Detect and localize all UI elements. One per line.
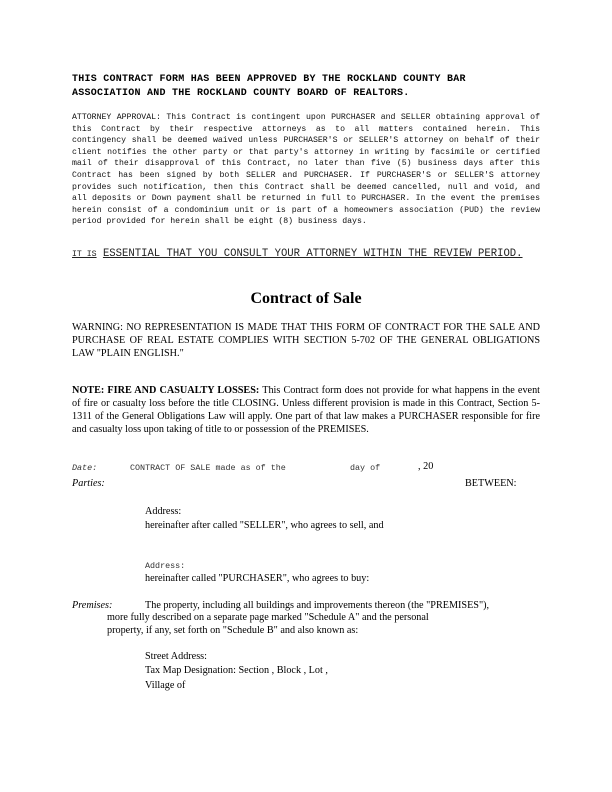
fire-casualty-text: This Contract form does not provide for what happens in the event of fire or casualty loss before the title CLOSING. Unless different provision is made in this Contract, Section 5-1311 of the General Obligations Law will apply. One part of that law makes a PURCHASER responsible for fire and casualty loss upon taking of title to or possession of the PREMISES. [72,385,540,435]
premises-line-3: property, if any, set forth on "Schedule B" and also known as: [107,625,359,636]
plain-english-warning: WARNING: NO REPRESENTATION IS MADE THAT THIS FORM OF CONTRACT FOR THE SALE AND PURCHASE OF REAL ESTATE COMPLIES WITH SECTION 5-702 OF THE GENERAL OBLIGATIONS LAW "PLAIN ENGLISH." [72,322,540,359]
year-text: , 20 [418,461,434,472]
essential-prefix: IT IS [72,250,97,259]
fire-casualty-note [72,384,540,436]
purchaser-address-label: Address: [145,561,186,571]
premises-line-1: The property, including all buildings and improvements thereon (the "PREMISES"), [145,600,490,611]
bar-approval-notice: THIS CONTRACT FORM HAS BEEN APPROVED BY THE ROCKLAND COUNTY BAR ASSOCIATION AND THE ROCKLAND COUNTY BOARD OF REALTORS. [72,74,466,99]
village-label: Village of [145,680,186,691]
date-label: Date: [72,463,98,473]
premises-line-2: more fully described on a separate page marked "Schedule A" and the personal [107,612,429,623]
parties-label: Parties: [72,478,105,489]
premises-label: Premises: [72,600,113,611]
street-address-label: Street Address: [145,651,207,662]
consult-attorney-notice [72,248,542,262]
purchaser-description: hereinafter called "PURCHASER", who agrees to buy: [145,573,370,584]
attorney-approval-paragraph: ATTORNEY APPROVAL: This Contract is contingent upon PURCHASER and SELLER obtaining approval of this Contract by their respective attorneys as to all matters contained herein. This contingency shall be deemed waived unless PURCHASER'S or SELLER'S attorney on behalf of their client notifies the other party or that party's attorney in writing by facsimile or certified mail of their disapproval of this Contract, no later than five (5) business days after this Contract has been signed by both SELLER and PURCHASER. If PURCHASER'S or SELLER'S attorney provides such notification, then this Contract shall be deemed cancelled, null and void, and all deposits or Down payment shall be returned in full to PURCHASER. In the event the premises herein consist of a condominium unit or is part of a homeowners association (PUD) the review period provided for herein shall be eight (8) business days. [72,113,540,227]
tax-map-designation: Tax Map Designation: Section , Block , Lot , [145,665,328,676]
seller-address-label: Address: [145,506,182,517]
between-label: BETWEEN: [465,478,517,489]
fire-casualty-heading: NOTE: FIRE AND CASUALTY LOSSES: [72,385,260,396]
essential-text: ESSENTIAL THAT YOU CONSULT YOUR ATTORNEY WITHIN THE REVIEW PERIOD. [102,248,523,260]
seller-description: hereinafter after called "SELLER", who agrees to sell, and [145,520,384,531]
day-of-text: day of [350,463,381,473]
document-title: Contract of Sale [250,290,362,307]
made-as-of-text: CONTRACT OF SALE made as of the [130,463,286,473]
